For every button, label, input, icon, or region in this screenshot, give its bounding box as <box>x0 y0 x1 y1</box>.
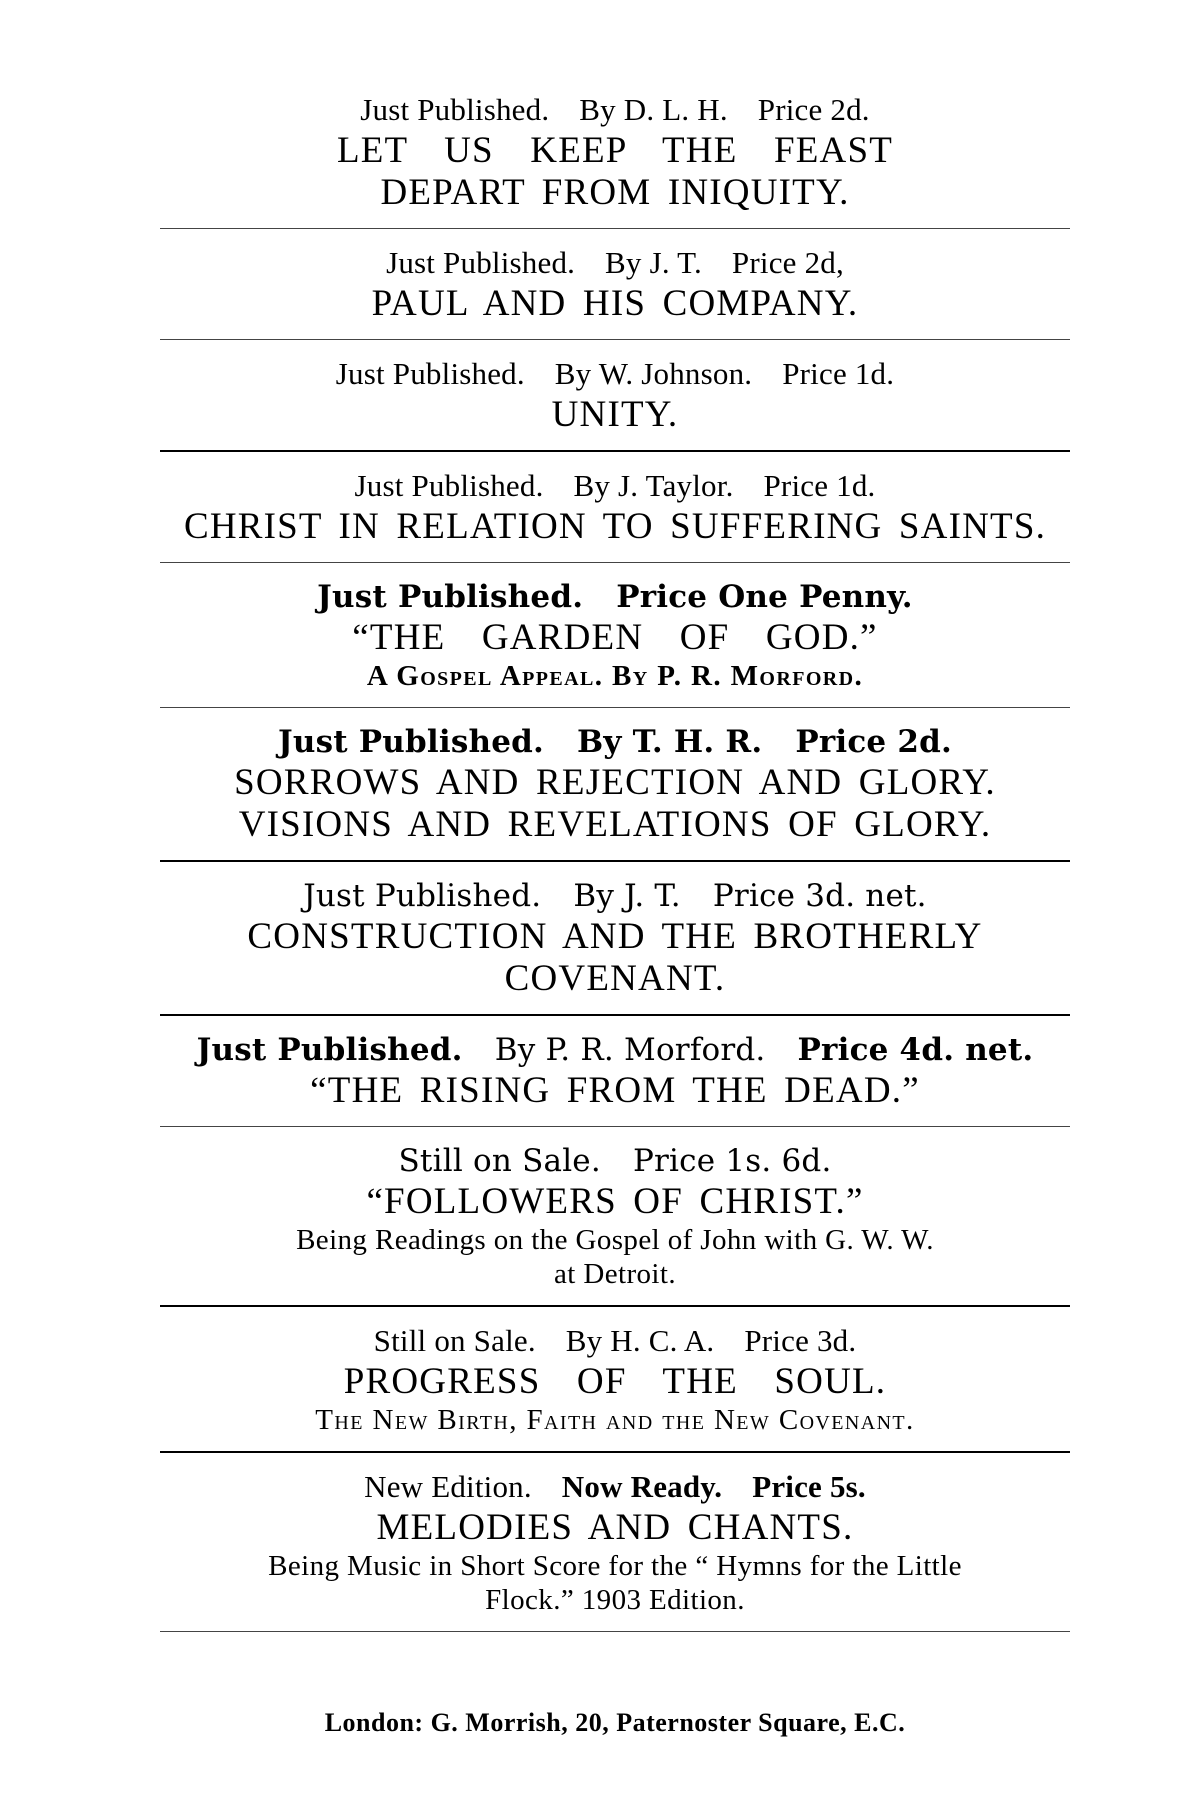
publication-availability: Now Ready. <box>561 1469 723 1504</box>
publication-info <box>160 577 1070 617</box>
publication-subtitle: A Gospel Appeal. By P. R. Morford. <box>366 660 864 692</box>
publication-title: PROGRESS OF THE SOUL. <box>343 1361 887 1402</box>
publication-author: By J. T. <box>573 878 681 914</box>
publication-title: MELODIES AND CHANTS. <box>376 1507 854 1548</box>
publication-entry <box>160 1030 1070 1112</box>
publication-entry <box>160 876 1070 1000</box>
publication-subtitle: at Detroit. <box>554 1258 676 1290</box>
publication-title: PAUL AND HIS COMPANY. <box>371 283 859 324</box>
publication-info <box>160 1467 1070 1507</box>
divider-rule <box>160 228 1070 229</box>
divider-rule <box>160 562 1070 563</box>
divider-rule <box>160 860 1070 862</box>
publication-author: By H. C. A. <box>565 1323 715 1358</box>
publication-title: VISIONS AND REVELATIONS OF GLORY. <box>238 804 992 845</box>
publication-entry <box>160 243 1070 325</box>
publication-info <box>160 243 1070 283</box>
publication-title: “FOLLOWERS OF CHRIST.” <box>366 1181 864 1222</box>
publication-subtitle: Flock.” 1903 Edition. <box>485 1584 745 1616</box>
publication-entry <box>160 90 1070 214</box>
publication-status: Just Published. <box>386 245 576 280</box>
publication-author: By T. H. R. <box>577 724 763 760</box>
publication-price: Price 3d. net. <box>712 878 927 914</box>
publication-price: Price 1s. 6d. <box>632 1143 832 1179</box>
publication-info <box>160 722 1070 762</box>
publication-title: CONSTRUCTION AND THE BROTHERLY <box>247 916 983 957</box>
publication-info <box>160 90 1070 130</box>
publication-entry <box>160 1467 1070 1617</box>
publication-price: Price 2d. <box>795 724 952 760</box>
divider-rule <box>160 1126 1070 1127</box>
publication-title: CHRIST IN RELATION TO SUFFERING SAINTS. <box>183 506 1047 547</box>
publication-price: Price 1d. <box>763 468 876 503</box>
publication-status: Just Published. <box>335 356 525 391</box>
divider-rule <box>160 707 1070 708</box>
publication-author: By D. L. H. <box>579 92 728 127</box>
publication-price: Price 1d. <box>782 356 895 391</box>
publication-title: UNITY. <box>551 394 679 435</box>
publication-price: Price 4d. net. <box>797 1032 1034 1068</box>
publication-author: By J. Taylor. <box>573 468 734 503</box>
publication-status: Just Published. <box>317 579 584 615</box>
publication-entry <box>160 577 1070 693</box>
publication-subtitle: The New Birth, Faith and the New Covenant. <box>315 1404 915 1436</box>
publication-info <box>160 354 1070 394</box>
publication-author: By P. R. Morford. <box>494 1032 766 1068</box>
divider-rule <box>160 339 1070 340</box>
publication-status: Just Published. <box>354 468 544 503</box>
publication-info <box>160 466 1070 506</box>
publication-author: By W. Johnson. <box>554 356 753 391</box>
publication-entry <box>160 466 1070 548</box>
publication-status: Just Published. <box>196 1032 463 1068</box>
publication-info <box>160 876 1070 916</box>
publisher-imprint: London: G. Morrish, 20, Paternoster Square, E.C. <box>324 1708 906 1737</box>
divider-rule <box>160 1014 1070 1016</box>
publication-price: Price 2d, <box>731 245 844 280</box>
publication-entry <box>160 722 1070 846</box>
publication-price: Price One Penny. <box>616 579 913 615</box>
divider-rule <box>160 1451 1070 1453</box>
publication-title: SORROWS AND REJECTION AND GLORY. <box>234 762 996 803</box>
publication-price: Price 3d. <box>744 1323 857 1358</box>
publication-title: LET US KEEP THE FEAST <box>336 130 894 171</box>
publication-status: Still on Sale. <box>398 1143 601 1179</box>
publication-status: Just Published. <box>360 92 550 127</box>
publication-subtitle: Being Readings on the Gospel of John with G. W. W. <box>296 1224 934 1256</box>
publication-author: By J. T. <box>605 245 702 280</box>
publication-price: Price 2d. <box>757 92 870 127</box>
publication-info <box>160 1321 1070 1361</box>
publication-status: Just Published. <box>278 724 545 760</box>
publication-subtitle: Being Music in Short Score for the “ Hymns for the Little <box>268 1550 962 1582</box>
publication-title: “THE RISING FROM THE DEAD.” <box>310 1070 920 1111</box>
publication-status: Still on Sale. <box>373 1323 536 1358</box>
publication-title: DEPART FROM INIQUITY. <box>380 172 850 213</box>
divider-rule <box>160 1305 1070 1307</box>
publication-price: Price 5s. <box>752 1469 866 1504</box>
publication-title: “THE GARDEN OF GOD.” <box>352 617 878 658</box>
publication-list <box>160 90 1070 1646</box>
publication-status: New Edition. <box>364 1469 532 1504</box>
divider-rule <box>160 1631 1070 1632</box>
divider-rule <box>160 450 1070 452</box>
publication-title: COVENANT. <box>504 958 726 999</box>
publication-entry <box>160 1321 1070 1437</box>
publication-info <box>160 1030 1070 1070</box>
publication-entry <box>160 354 1070 436</box>
publication-info <box>160 1141 1070 1181</box>
publication-status: Just Published. <box>303 878 542 914</box>
publication-entry <box>160 1141 1070 1291</box>
